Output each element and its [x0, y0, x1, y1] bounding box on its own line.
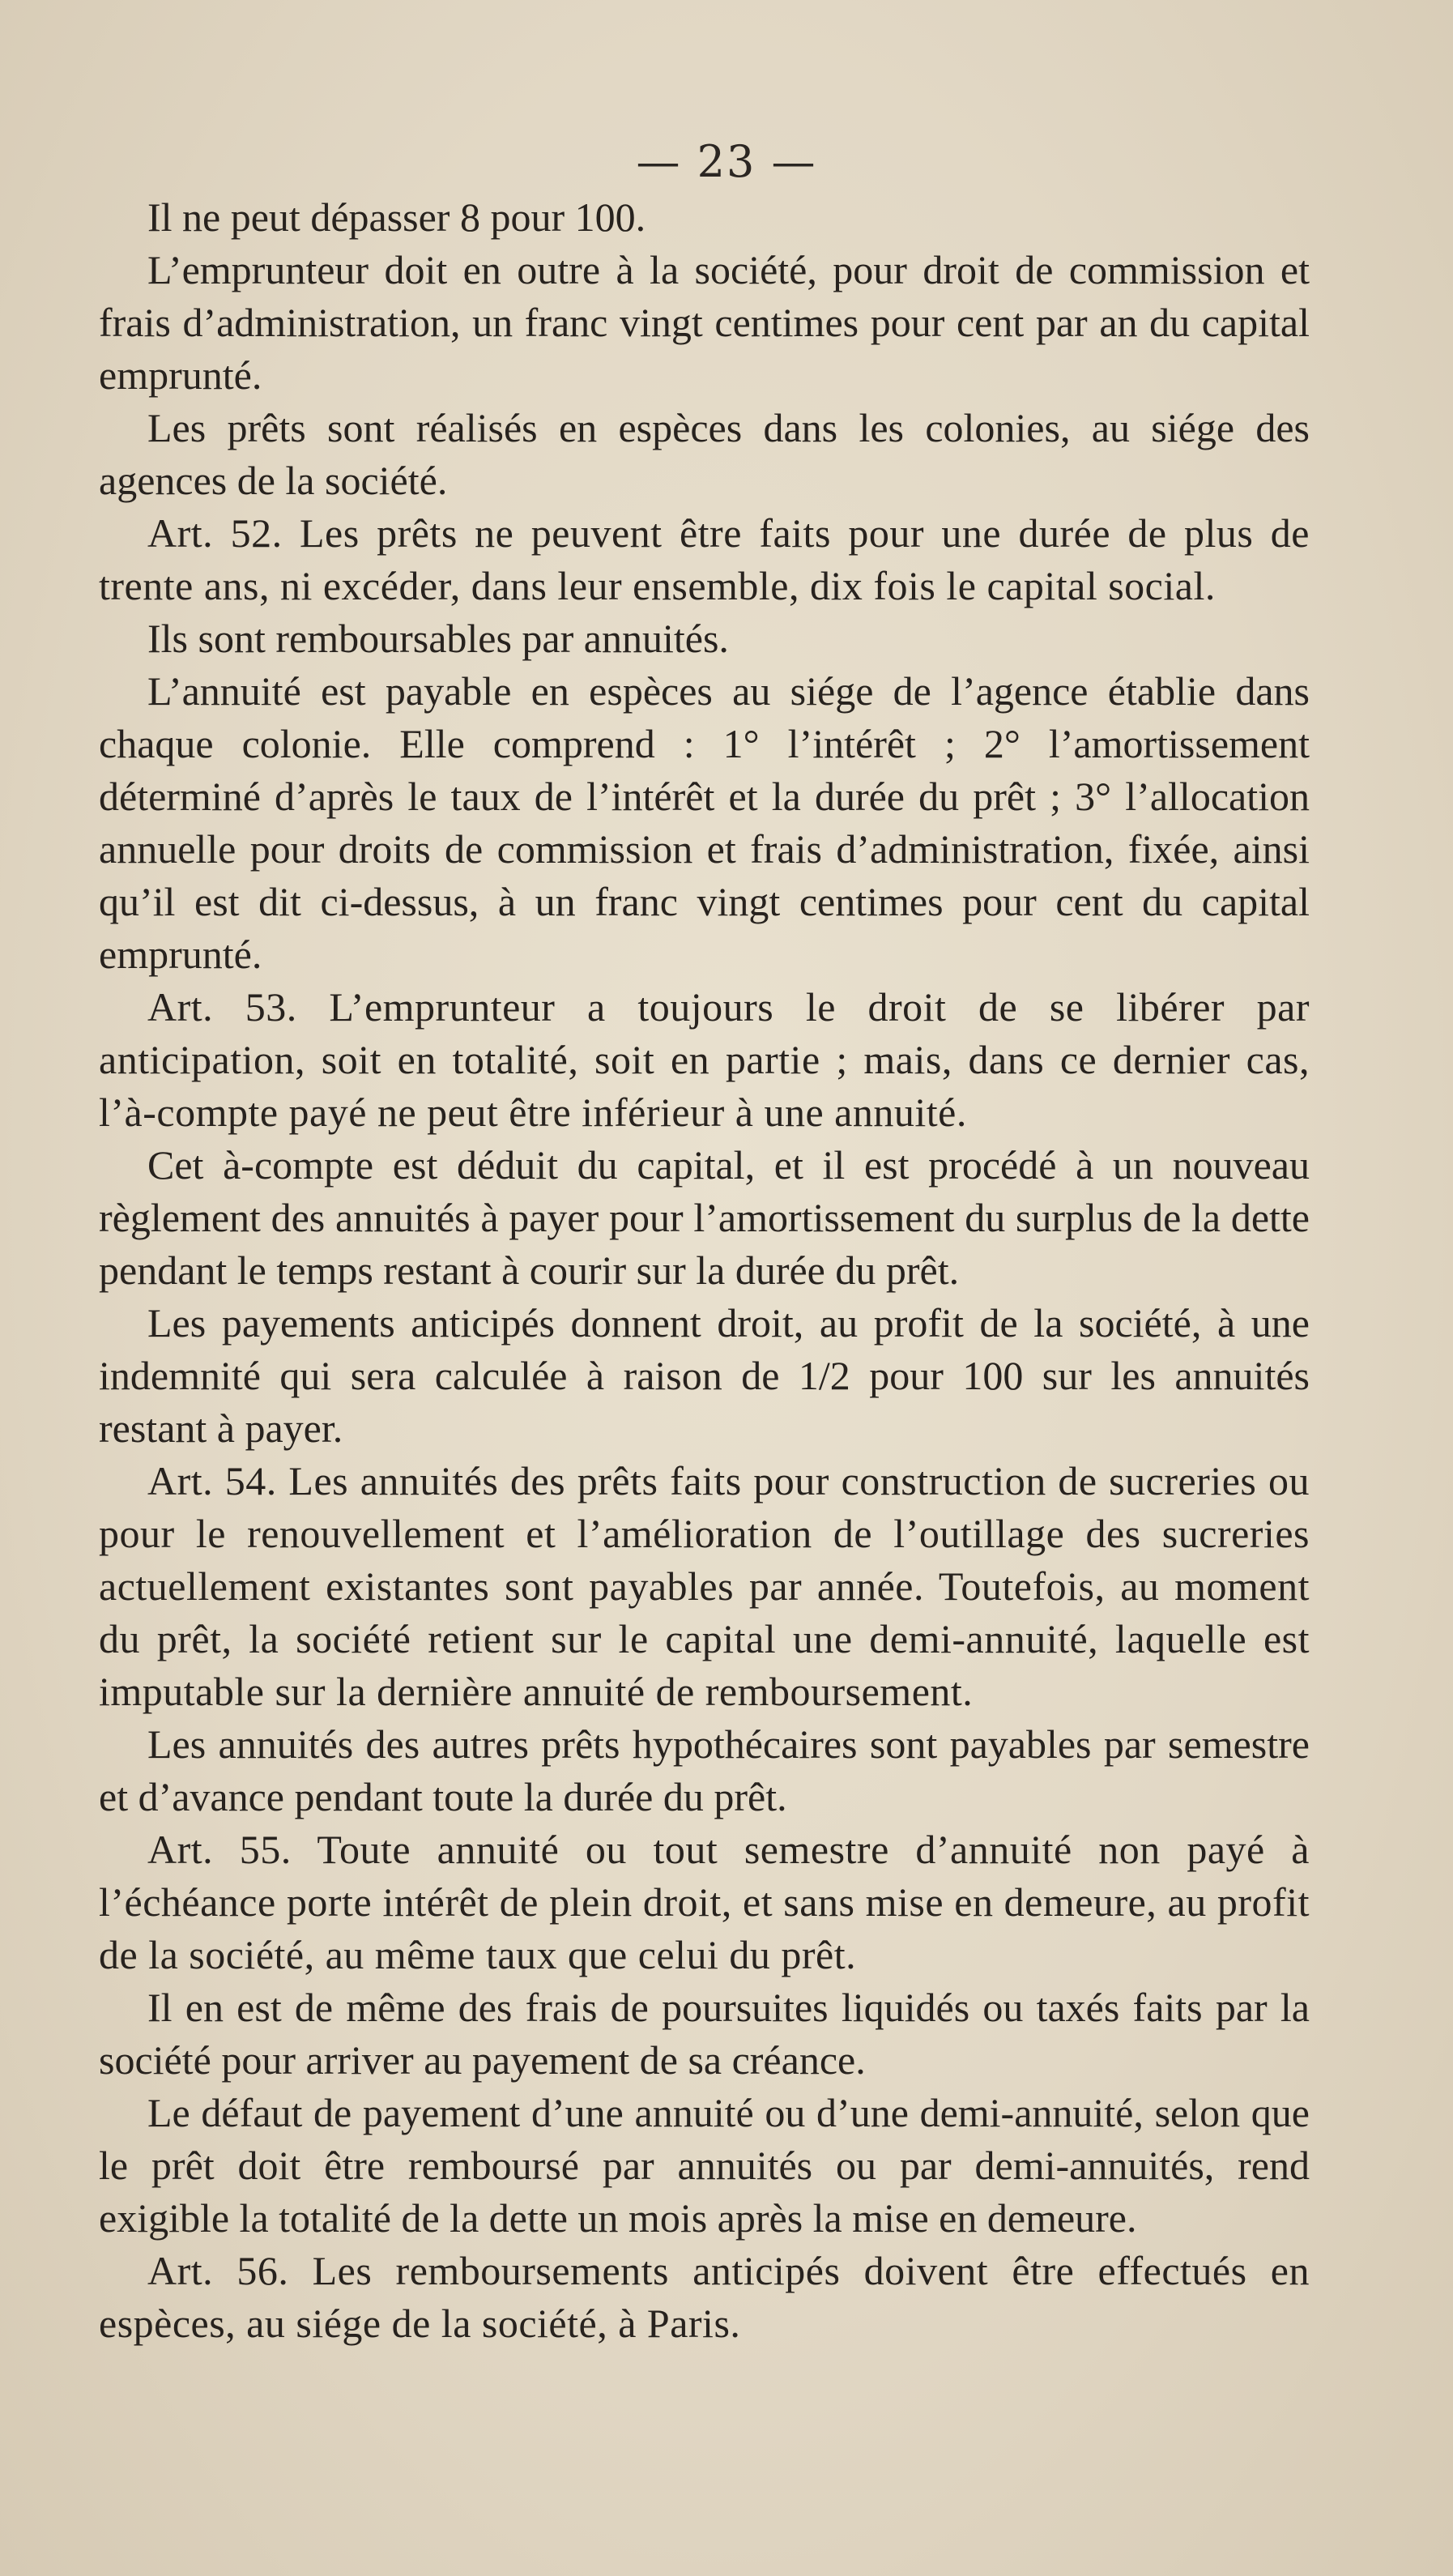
paragraph: Les prêts sont réalisés en espèces dans les colonies, au siége des agences de la société.	[99, 405, 1310, 503]
paragraph: L’emprunteur doit en outre à la société, pour droit de commission et frais d’administration, un franc vingt centimes pour cent par an du capital emprunté.	[99, 247, 1310, 398]
paragraph: Il en est de même des frais de poursuites liquidés ou taxés faits par la société pour arriver au payement de sa créance.	[99, 1985, 1310, 2083]
paragraph: Il ne peut dépasser 8 pour 100.	[147, 194, 646, 240]
page-body	[99, 191, 1310, 2350]
article-53: Art. 53. L’emprunteur a toujours le droit de se libérer par anticipation, soit en totalité, soit en partie ; mais, dans ce dernier cas, l’à-compte payé ne peut être inférieur à une annuité.	[99, 984, 1310, 1135]
article-52: Art. 52. Les prêts ne peuvent être faits pour une durée de plus de trente ans, ni excéder, dans leur ensemble, dix fois le capital social.	[99, 510, 1310, 608]
article-54: Art. 54. Les annuités des prêts faits pour construction de sucreries ou pour le renouvellement et l’amélioration de l’outillage des sucreries actuellement existantes sont payables par année. Toutefois, au moment du prêt, la société retient sur le capital une demi-annuité, laquelle est imputable sur la dernière annuité de remboursement.	[99, 1458, 1310, 1714]
article-55: Art. 55. Toute annuité ou tout semestre d’annuité non payé à l’échéance porte intérêt de plein droit, et sans mise en demeure, au profit de la société, au même taux que celui du prêt.	[99, 1827, 1310, 1977]
paragraph: L’annuité est payable en espèces au siége de l’agence établie dans chaque colonie. Elle comprend : 1° l’intérêt ; 2° l’amortissement déterminé d’après le taux de l’intérêt et la durée du prêt ; 3° l’allocation annuelle pour droits de commission et frais d’administration, fixée, ainsi qu’il est dit ci-dessus, à un franc vingt centimes pour cent du capital emprunté.	[99, 668, 1310, 977]
paragraph: Cet à-compte est déduit du capital, et il est procédé à un nouveau règlement des annuités à payer pour l’amortissement du surplus de la dette pendant le temps restant à courir sur la durée du prêt.	[99, 1142, 1310, 1293]
page-number: — 23 —	[636, 136, 817, 187]
paragraph: Le défaut de payement d’une annuité ou d’une demi-annuité, selon que le prêt doit être remboursé par annuités ou par demi-annuités, rend exigible la totalité de la dette un mois après la mise en demeure.	[99, 2090, 1310, 2241]
paragraph: Les annuités des autres prêts hypothécaires sont payables par semestre et d’avance pendant toute la durée du prêt.	[99, 1721, 1310, 1819]
article-56: Art. 56. Les remboursements anticipés doivent être effectués en espèces, au siége de la société, à Paris.	[99, 2248, 1310, 2346]
paragraph: Ils sont remboursables par annuités.	[147, 616, 729, 661]
paragraph: Les payements anticipés donnent droit, au profit de la société, à une indemnité qui sera calculée à raison de 1/2 pour 100 sur les annuités restant à payer.	[99, 1300, 1310, 1451]
